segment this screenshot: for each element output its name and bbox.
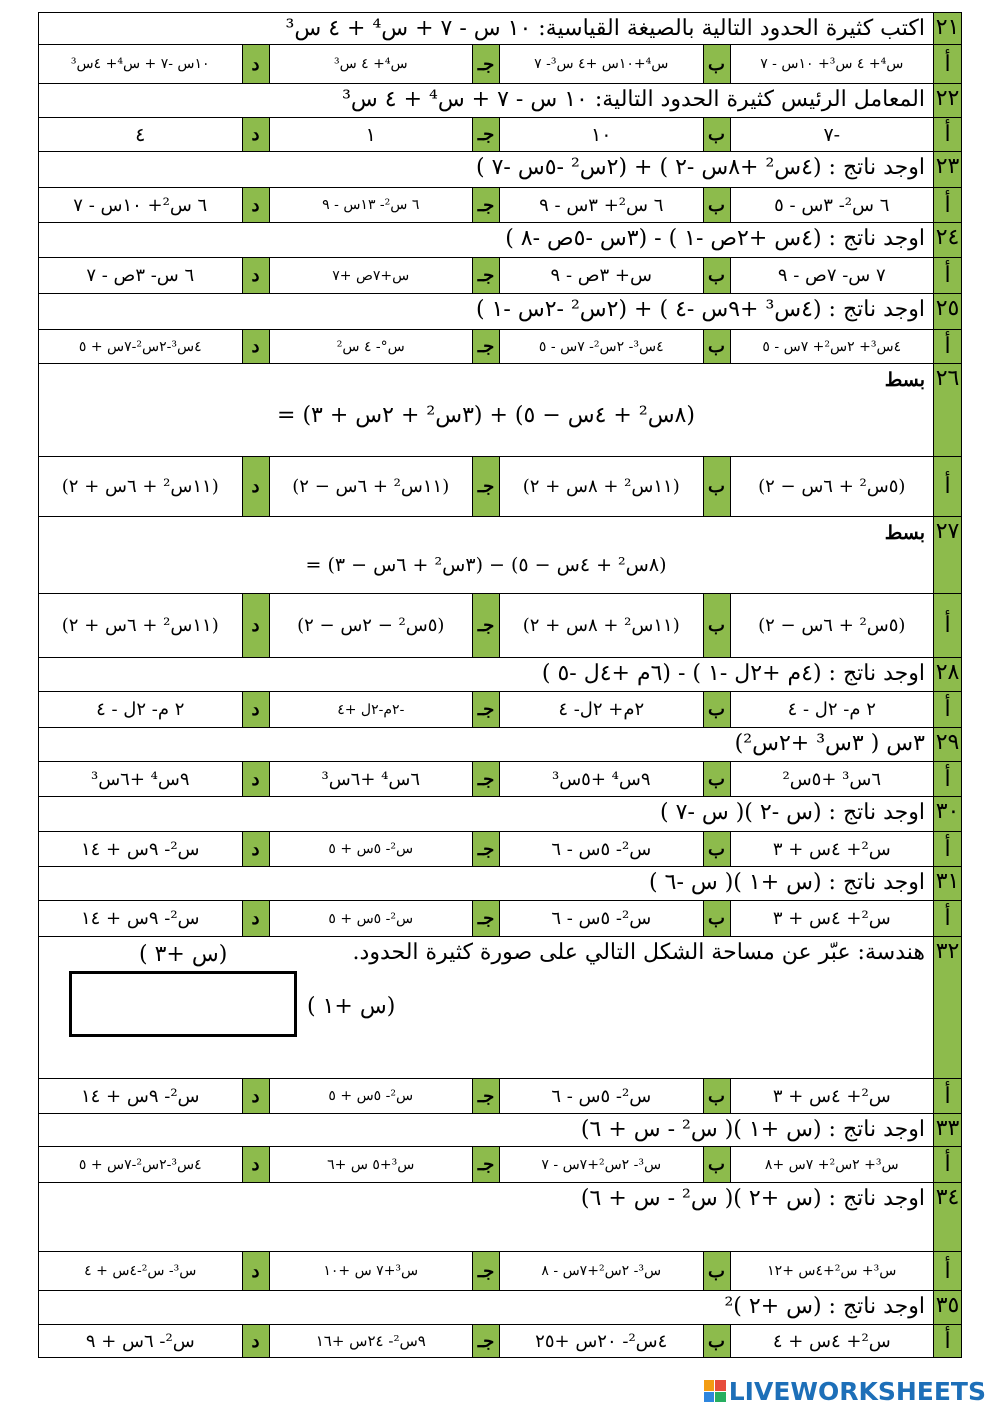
options-row (38, 692, 962, 728)
question-row (38, 728, 962, 762)
question-row (38, 1114, 962, 1147)
options-row (38, 1079, 962, 1114)
question-number: ٢٨ (933, 658, 961, 691)
question-number: ٢٢ (933, 84, 961, 117)
option-label-c: جـ (472, 258, 500, 293)
question-number: ٣٤ (933, 1183, 961, 1251)
option-a[interactable]: س³+ ٢س²+ ٧س +٨ (764, 1156, 899, 1173)
option-b[interactable]: س³- ٢س²+٧س - ٨ (541, 1263, 662, 1279)
option-d[interactable]: س³- س²-٤س + ٤ (84, 1263, 197, 1279)
brand-name: LIVEWORKSHEETS (728, 1376, 986, 1406)
option-label-b: ب (703, 832, 731, 866)
option-c[interactable]: ٩س²- ٢٤س +١٦ (315, 1332, 426, 1350)
option-label-b: ب (703, 45, 731, 83)
option-c[interactable]: ١ (365, 123, 376, 146)
option-label-c: جـ (472, 1079, 500, 1113)
option-a[interactable]: ٤س³+ ٢س²+ ٧س - ٥ (762, 338, 902, 355)
option-c[interactable]: (٥س² − ٢س − ٢) (297, 615, 445, 636)
option-label-a: أ (933, 330, 961, 363)
options-row (38, 330, 962, 364)
question-number: ٣٢ (933, 937, 961, 1078)
option-label-a: أ (933, 762, 961, 796)
option-label-d: د (242, 832, 270, 866)
option-label-a: أ (933, 594, 961, 657)
option-label-b: ب (703, 762, 731, 796)
question-text: المعامل الرئيس كثيرة الحدود التالية: ١٠ س - ٧ + س⁴ + ٤ س³ (342, 87, 925, 112)
option-a[interactable]: س²+ ٤س + ٣ (772, 908, 891, 929)
option-d[interactable]: ٤ (135, 123, 146, 146)
question-text: اكتب كثيرة الحدود التالية بالصيغة القياسية: ١٠ س - ٧ + س⁴ + ٤ س³ (285, 16, 925, 41)
liveworksheets-logo (704, 1378, 986, 1404)
option-label-c: جـ (472, 762, 500, 796)
worksheet-table (38, 12, 962, 1358)
option-b[interactable]: ٤س³- ٢س²- ٧س - ٥ (538, 338, 664, 355)
question-title: بسط (884, 369, 925, 391)
question-number: ٣٥ (933, 1291, 961, 1324)
option-label-d: د (242, 457, 270, 516)
option-b[interactable]: ٤س²- ٢٠س +٢٥ (535, 1330, 668, 1352)
options-row (38, 762, 962, 797)
option-label-c: جـ (472, 1325, 500, 1357)
option-b[interactable]: ٦ س²+ ٣س - ٩ (539, 194, 664, 216)
options-row (38, 1252, 962, 1291)
question-number: ٢٦ (933, 364, 961, 456)
option-b[interactable]: س²- ٥س - ٦ (551, 908, 652, 929)
question-text: اوجد ناتج : (س +٢ )( س² - س + ٦) (580, 1186, 925, 1211)
question-row (38, 1291, 962, 1325)
option-d[interactable]: ٤س³-٢س²-٧س + ٥ (78, 1156, 202, 1173)
question-number: ٣١ (933, 867, 961, 900)
option-label-c: جـ (472, 45, 500, 83)
option-b[interactable]: ١٠ (591, 123, 612, 146)
option-d[interactable]: ٦ س- ٣ص - ٧ (86, 265, 195, 286)
option-a[interactable]: س⁴+ ٤ س³+ ١٠س - ٧ (760, 56, 904, 72)
option-a[interactable]: ٧ س- ٧ص - ٩ (777, 265, 886, 286)
option-c[interactable]: (١١س² + ٦س − ٢) (292, 476, 450, 497)
option-b[interactable]: ٢م+ ٢ل- ٤ (558, 699, 645, 720)
option-label-b: ب (703, 1325, 731, 1357)
option-label-a: أ (933, 45, 961, 83)
option-label-a: أ (933, 1325, 961, 1357)
option-a[interactable]: (٥س² + ٦س − ٢) (758, 476, 906, 497)
option-label-d: د (242, 45, 270, 83)
option-label-c: جـ (472, 594, 500, 657)
option-label-d: د (242, 692, 270, 727)
option-a[interactable]: (٥س² + ٦س − ٢) (758, 615, 906, 636)
option-a[interactable]: س³+ س²+٤س +١٢ (767, 1263, 897, 1279)
option-label-b: ب (703, 692, 731, 727)
option-a[interactable]: ٦ س²- ٣س - ٥ (774, 194, 890, 216)
option-a[interactable]: ٦س³ +٥س² (782, 768, 882, 790)
option-d[interactable]: (١١س² + ٦س + ٢) (61, 476, 219, 497)
option-c[interactable]: س²- ٥س + ٥ (328, 910, 414, 927)
question-expression: (٨س² + ٤س − ٥) + (٣س² + ٢س + ٣) = (277, 403, 695, 428)
option-label-d: د (242, 330, 270, 363)
option-label-c: جـ (472, 188, 500, 222)
option-label-d: د (242, 1252, 270, 1290)
question-text: اوجد ناتج : (٤س² +٨س -٢ ) + (٢س² -٥س -٧ ) (476, 155, 925, 180)
question-row (38, 364, 962, 457)
option-label-a: أ (933, 1079, 961, 1113)
option-label-c: جـ (472, 457, 500, 516)
question-row (38, 517, 962, 594)
option-d[interactable]: ١٠س -٧ + س⁴+ ٤س³ (70, 56, 210, 72)
question-expression: (٨س² + ٤س − ٥) − (٣س² + ٦س − ٣) = (305, 554, 667, 576)
question-row (38, 797, 962, 832)
option-label-d: د (242, 188, 270, 222)
options-row (38, 1147, 962, 1183)
question-text: اوجد ناتج : (س +١ )( س -٦ ) (649, 870, 925, 895)
option-label-b: ب (703, 188, 731, 222)
option-label-d: د (242, 1079, 270, 1113)
options-row (38, 258, 962, 294)
option-label-a: أ (933, 901, 961, 936)
question-row (38, 867, 962, 901)
rectangle-length-label: (س +٣ ) (139, 942, 228, 967)
option-label-a: أ (933, 118, 961, 151)
option-c[interactable]: ٦ س²- ١٣س - ٩ (322, 197, 420, 213)
option-b[interactable]: س+ ٣ص - ٩ (550, 265, 652, 286)
option-label-d: د (242, 1325, 270, 1357)
question-row (38, 13, 962, 45)
option-d[interactable]: س²- ٩س + ١٤ (80, 1085, 200, 1107)
logo-grid-icon (704, 1380, 726, 1402)
question-number: ٢٣ (933, 152, 961, 187)
option-a[interactable]: س²+ ٤س + ٣ (772, 1085, 891, 1107)
option-label-b: ب (703, 901, 731, 936)
option-d[interactable]: س²- ٦س + ٩ (85, 1330, 195, 1352)
option-label-a: أ (933, 692, 961, 727)
option-label-b: ب (703, 118, 731, 151)
options-row (38, 901, 962, 937)
option-b[interactable]: س³- ٢س²+٧س - ٧ (541, 1156, 662, 1173)
option-b[interactable]: ٩س⁴ +٥س³ (551, 768, 651, 790)
option-label-b: ب (703, 594, 731, 657)
option-d[interactable]: ٤س³-٢س²-٧س + ٥ (78, 338, 202, 355)
question-row (38, 937, 962, 1079)
options-row (38, 118, 962, 152)
option-a[interactable]: س²+ ٤س + ٣ (772, 838, 891, 860)
option-label-c: جـ (472, 692, 500, 727)
option-a[interactable]: س²+ ٤س + ٤ (772, 1330, 891, 1352)
option-label-b: ب (703, 457, 731, 516)
option-label-b: ب (703, 1147, 731, 1182)
question-number: ٢٤ (933, 223, 961, 257)
option-c[interactable]: س⁴+ ٤ س³ (333, 56, 408, 72)
option-label-d: د (242, 762, 270, 796)
option-label-c: جـ (472, 832, 500, 866)
question-text: اوجد ناتج : (٤م +٢ل -١ ) - (٦م +٤ل -٥ ) (541, 661, 925, 686)
question-text: اوجد ناتج : (٤س +٢ص -١ ) - (٣س -٥ص -٨ ) (505, 226, 925, 251)
options-row (38, 832, 962, 867)
option-label-a: أ (933, 188, 961, 222)
option-label-a: أ (933, 1147, 961, 1182)
option-d[interactable]: ٢ م- ٢ل - ٤ (96, 699, 185, 720)
option-b[interactable]: (١١س² + ٨س + ٢) (522, 476, 680, 497)
options-row (38, 45, 962, 84)
question-text: ٣س ( ٣س³ +٢س²) (734, 731, 925, 756)
question-row (38, 1183, 962, 1252)
option-label-c: جـ (472, 1147, 500, 1182)
options-row (38, 594, 962, 658)
option-d[interactable]: (١١س² + ٦س + ٢) (61, 615, 219, 636)
option-label-b: ب (703, 258, 731, 293)
question-row (38, 84, 962, 118)
option-c[interactable]: -٢م-٢ل +٤ (337, 701, 405, 718)
option-label-c: جـ (472, 901, 500, 936)
option-label-d: د (242, 258, 270, 293)
option-label-b: ب (703, 1079, 731, 1113)
question-text: اوجد ناتج : (س -٢ )( س -٧ ) (660, 800, 925, 825)
option-label-d: د (242, 1147, 270, 1182)
option-label-a: أ (933, 832, 961, 866)
option-d[interactable]: ٦ س²+ ١٠س - ٧ (73, 194, 208, 216)
question-number: ٢٩ (933, 728, 961, 761)
option-label-c: جـ (472, 118, 500, 151)
option-label-c: جـ (472, 330, 500, 363)
option-a[interactable]: ٢ م- ٢ل - ٤ (787, 699, 876, 720)
question-text: اوجد ناتج : (س +١ )( س² - س + ٦) (580, 1117, 925, 1142)
option-label-b: ب (703, 330, 731, 363)
option-c[interactable]: س+٧ص +٧ (332, 267, 410, 284)
question-text: اوجد ناتج : (س +٢ )² (724, 1294, 925, 1319)
question-number: ٣٠ (933, 797, 961, 831)
option-c[interactable]: س°- ٤ س² (336, 338, 405, 355)
option-d[interactable]: س²- ٩س + ١٤ (80, 838, 200, 860)
options-row (38, 457, 962, 517)
options-row (38, 188, 962, 223)
option-c[interactable]: س²- ٥س + ٥ (328, 1088, 414, 1104)
question-row (38, 152, 962, 188)
option-c[interactable]: س³+٧ س +١٠ (323, 1263, 419, 1279)
option-a[interactable]: -٧ (823, 123, 841, 146)
options-row (38, 1325, 962, 1358)
question-number: ٢٥ (933, 294, 961, 329)
option-label-d: د (242, 118, 270, 151)
question-number: ٣٣ (933, 1114, 961, 1146)
option-b[interactable]: س²- ٥س - ٦ (551, 1085, 652, 1107)
option-d[interactable]: س²- ٩س + ١٤ (80, 908, 200, 929)
question-number: ٢٧ (933, 517, 961, 593)
option-b[interactable]: (١١س² + ٨س + ٢) (522, 615, 680, 636)
option-d[interactable]: ٩س⁴ +٦س³ (90, 768, 190, 790)
option-label-b: ب (703, 1252, 731, 1290)
option-c[interactable]: س³+٥ س +٦ (327, 1156, 415, 1173)
option-b[interactable]: س²- ٥س - ٦ (551, 838, 652, 860)
question-number: ٢١ (933, 13, 961, 44)
question-text: اوجد ناتج : (٤س³ +٩س -٤ ) + (٢س² -٢س -١ ) (476, 297, 925, 322)
option-label-c: جـ (472, 1252, 500, 1290)
question-text: هندسة: عبّر عن مساحة الشكل التالي على صورة كثيرة الحدود. (352, 940, 925, 965)
option-label-a: أ (933, 1252, 961, 1290)
option-b[interactable]: س⁴+١٠س +٤ س³- ٧ (534, 56, 669, 72)
option-label-a: أ (933, 258, 961, 293)
option-c[interactable]: س²- ٥س + ٥ (328, 841, 414, 857)
option-label-d: د (242, 594, 270, 657)
option-label-d: د (242, 901, 270, 936)
question-row (38, 658, 962, 692)
question-title: بسط (884, 522, 925, 544)
question-row (38, 294, 962, 330)
option-label-a: أ (933, 457, 961, 516)
question-row (38, 223, 962, 258)
option-c[interactable]: ٦س⁴ +٦س³ (321, 768, 421, 790)
rectangle-figure (69, 971, 297, 1037)
rectangle-width-label: (س +١ ) (307, 994, 396, 1019)
